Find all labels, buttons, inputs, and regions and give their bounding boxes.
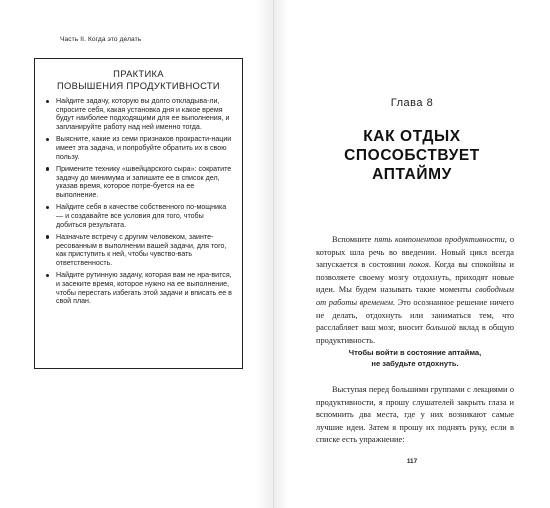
emphasis: покоя: [408, 260, 429, 270]
bullet-icon: [46, 206, 49, 209]
chapter-title-line-1: КАК ОТДЫХ: [363, 128, 461, 145]
box-title: [44, 68, 233, 91]
emphasis: свободным от работы временем: [316, 285, 514, 307]
chapter-title-line-3: АПТАЙМУ: [372, 166, 452, 183]
chapter-label: Глава 8: [390, 97, 434, 109]
paragraph-2: Выступая перед большими группами с лекциями о продуктивности, я прошу слушателей закрыть глаза и вспомнить два места, где у них возникают самые лучшие идеи. Затем я прошу их поднять руку, если в списке есть упражнение:: [316, 385, 514, 445]
bullet-icon: [46, 167, 49, 170]
list-item: [44, 271, 233, 306]
list-item-text: Назначьте встречу с другим человеком, заинте-ресованным в выполнении вашей задачи, для того, как приступить к ней, чтобы чувство-вать ответственность.: [56, 232, 227, 267]
list-item: [44, 233, 233, 268]
productivity-practice-box: [34, 58, 243, 369]
spine-shadow: [255, 0, 273, 508]
list-item: [44, 135, 233, 161]
right-page: [274, 0, 550, 508]
bullet-icon: [46, 274, 49, 277]
chapter-title: [274, 127, 550, 184]
box-title-line-1: ПРАКТИКА: [113, 68, 164, 79]
list-item-text: Выясните, какие из семи признаков прокрасти-нации имеет эта задача, и попробуйте обратить их в свою пользу.: [56, 135, 232, 161]
list-item-text: Найдите себя в качестве собственного по-мощника — и создавайте все условия для того, чтобы добиться результата.: [56, 203, 227, 229]
box-title-line-2: ПОВЫШЕНИЯ ПРОДУКТИВНОСТИ: [57, 79, 220, 91]
list-item-text: Найдите рутинную задачу, которая вам не нра-вится, и засеките время, которое нужно на ее выполнение, чтобы перестать избегать этой задачи и вписать ее в свой план.: [56, 271, 232, 306]
left-page: [0, 0, 274, 508]
bullet-icon: [46, 138, 49, 141]
list-item-text: Примените технику «швейцарского сыра»: сократите задачу до минимума и запишите ее в список дел, указав время, которое потре-буется на ее выполнение.: [56, 164, 232, 200]
list-item: [44, 165, 233, 200]
pull-quote-line-1: Чтобы войти в состояние аптайма,: [348, 348, 482, 357]
spine-shadow: [274, 0, 288, 508]
paragraph-1: Вспомните пять компонентов продуктивности, о которых шла речь во введении. Новый цикл всегда запускается в состоянии покоя. Когда вы спокойны и позволяете своему мозгу отдохнуть, приходят новые идеи. Мы будем называть такие моменты свободным от работы временем. Это осознанное решение ничего не делать, отдохнуть или заниматься тем, что расслабляет ваш мозг, вносит большой вклад в общую продуктивность.: [316, 235, 514, 345]
list-item: [44, 97, 233, 132]
bullet-icon: [46, 100, 49, 103]
pull-quote: [316, 347, 514, 369]
bullet-icon: [46, 235, 49, 238]
emphasis: пять компонентов продуктивности: [374, 235, 505, 244]
page-number: 117: [406, 458, 418, 465]
running-head: Часть II. Когда это делать: [60, 36, 142, 43]
chapter-title-line-2: СПОСОБСТВУЕТ: [344, 147, 480, 164]
emphasis: большой: [425, 323, 457, 333]
pull-quote-line-2: не забудьте отдохнуть.: [371, 359, 459, 368]
list-item-text: Найдите задачу, которую вы долго откладыва-ли, спросите себя, какая установка дня и какое время будут наиболее подходящими для ее выполнения, и запланируйте работу над ней именно тогда.: [56, 97, 230, 132]
list-item: [44, 203, 233, 229]
practice-list: [44, 97, 233, 306]
